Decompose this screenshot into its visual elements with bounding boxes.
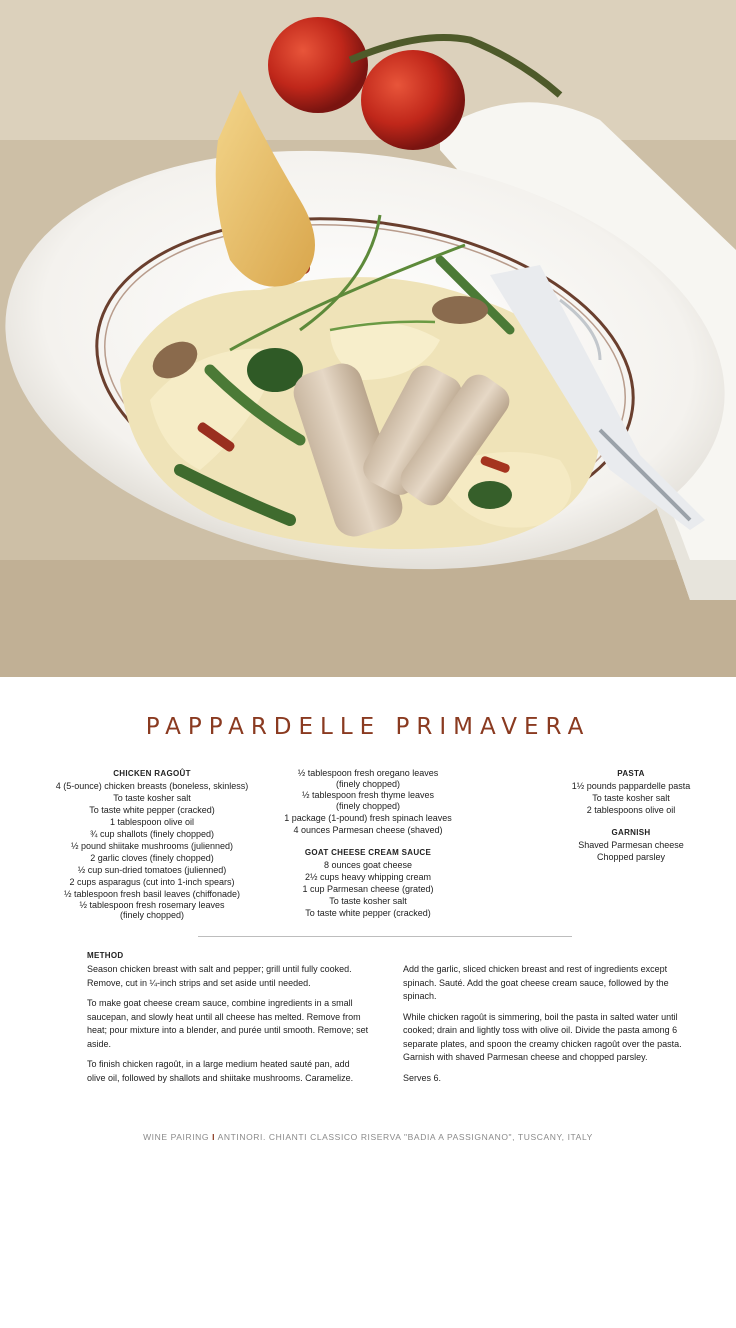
ingredient-item: 2 tablespoons olive oil	[586, 805, 676, 815]
ingredient-item: 1 cup Parmesan cheese (grated)	[302, 884, 434, 894]
ingredient-item: Chopped parsley	[596, 852, 666, 862]
recipe-title: PAPPARDELLE PRIMAVERA	[145, 714, 591, 740]
ingredient-item: 2½ cups heavy whipping cream	[304, 872, 432, 882]
method-right-column	[403, 963, 685, 1092]
ingredient-item: To taste kosher salt	[592, 793, 670, 803]
ingredient-item: ½ tablespoon fresh oregano leaves	[297, 768, 439, 778]
ingredient-item: 1½ pounds pappardelle pasta	[571, 781, 691, 791]
ingredient-item: 4 (5-ounce) chicken breasts (boneless, skinless)	[55, 781, 249, 791]
method-left-column	[87, 963, 369, 1092]
method-step: Serves 6.	[403, 1072, 442, 1083]
wine-pairing-separator: I	[212, 1132, 216, 1142]
ingredient-item: (finely chopped)	[335, 801, 401, 811]
ingredient-item: Shaved Parmesan cheese	[578, 840, 684, 850]
ingredient-item: 1 tablespoon olive oil	[109, 817, 195, 827]
ingredient-item: To taste kosher salt	[113, 793, 191, 803]
ingredient-item: To taste white pepper (cracked)	[89, 805, 215, 815]
garnish-heading: GARNISH	[611, 828, 651, 837]
ingredient-item: 2 garlic cloves (finely chopped)	[90, 853, 214, 863]
ingredient-item: ½ tablespoon fresh thyme leaves	[301, 790, 435, 800]
method-step: To make goat cheese cream sauce, combine ingredients in a small saucepan, and slowly heat until all cheese has melted. Remove from heat; pour mixture into a blender, and purée until smooth. Remove; set aside.	[87, 998, 369, 1049]
middle-ingredients-section	[268, 768, 468, 919]
ingredient-item: 1 package (1-pound) fresh spinach leaves	[284, 813, 452, 823]
ingredient-item: ½ tablespoon fresh rosemary leaves	[79, 900, 225, 910]
chicken-ragout-heading: CHICKEN RAGOÛT	[113, 769, 191, 778]
pasta-garnish-section	[556, 768, 706, 863]
chicken-ragout-section	[40, 768, 264, 920]
section-divider	[198, 936, 572, 937]
ingredient-item: 2 cups asparagus (cut into 1-inch spears)	[69, 877, 235, 887]
ingredient-item: ¾ cup shallots (finely chopped)	[89, 829, 215, 839]
pasta-heading: PASTA	[617, 769, 645, 778]
goat-cheese-sauce-heading: GOAT CHEESE CREAM SAUCE	[304, 848, 432, 857]
ingredient-item: (finely chopped)	[335, 779, 401, 789]
ingredient-item: 4 ounces Parmesan cheese (shaved)	[293, 825, 443, 835]
ingredient-item: ½ pound shiitake mushrooms (julienned)	[70, 841, 234, 851]
method-step: Season chicken breast with salt and pepper; grill until fully cooked. Remove, cut in ¼-inch strips and set aside until needed.	[87, 964, 352, 988]
method-step: While chicken ragoût is simmering, boil the pasta in salted water until cooked; drain and lightly toss with olive oil. Divide the pasta among 6 separate plates, and spoon the creamy chicken ragoût over the pasta. Garnish with shaved Parmesan cheese and chopped parsley.	[403, 1011, 682, 1062]
method-step: To finish chicken ragoût, in a large medium heated sauté pan, add olive oil, followed by shallots and shiitake mushrooms. Caramelize.	[87, 1059, 354, 1083]
ingredient-item: To taste white pepper (cracked)	[305, 908, 431, 918]
method-heading: METHOD	[87, 951, 124, 960]
ingredient-item: 8 ounces goat cheese	[323, 860, 413, 870]
method-step: Add the garlic, sliced chicken breast and rest of ingredients except spinach. Sauté. Add the goat cheese cream sauce, followed by the spinach.	[403, 964, 669, 1001]
ingredient-item: To taste kosher salt	[329, 896, 407, 906]
ingredient-item: ½ cup sun-dried tomatoes (julienned)	[77, 865, 227, 875]
ingredient-item: ½ tablespoon fresh basil leaves (chiffonade)	[64, 889, 240, 899]
wine-pairing	[0, 1132, 736, 1142]
ingredient-item: (finely chopped)	[119, 910, 185, 920]
wine-pairing-text: ANTINORI. CHIANTI CLASSICO RISERVA "BADIA A PASSIGNANO", TUSCANY, ITALY	[217, 1132, 593, 1142]
wine-pairing-label: WINE PAIRING	[143, 1132, 210, 1142]
